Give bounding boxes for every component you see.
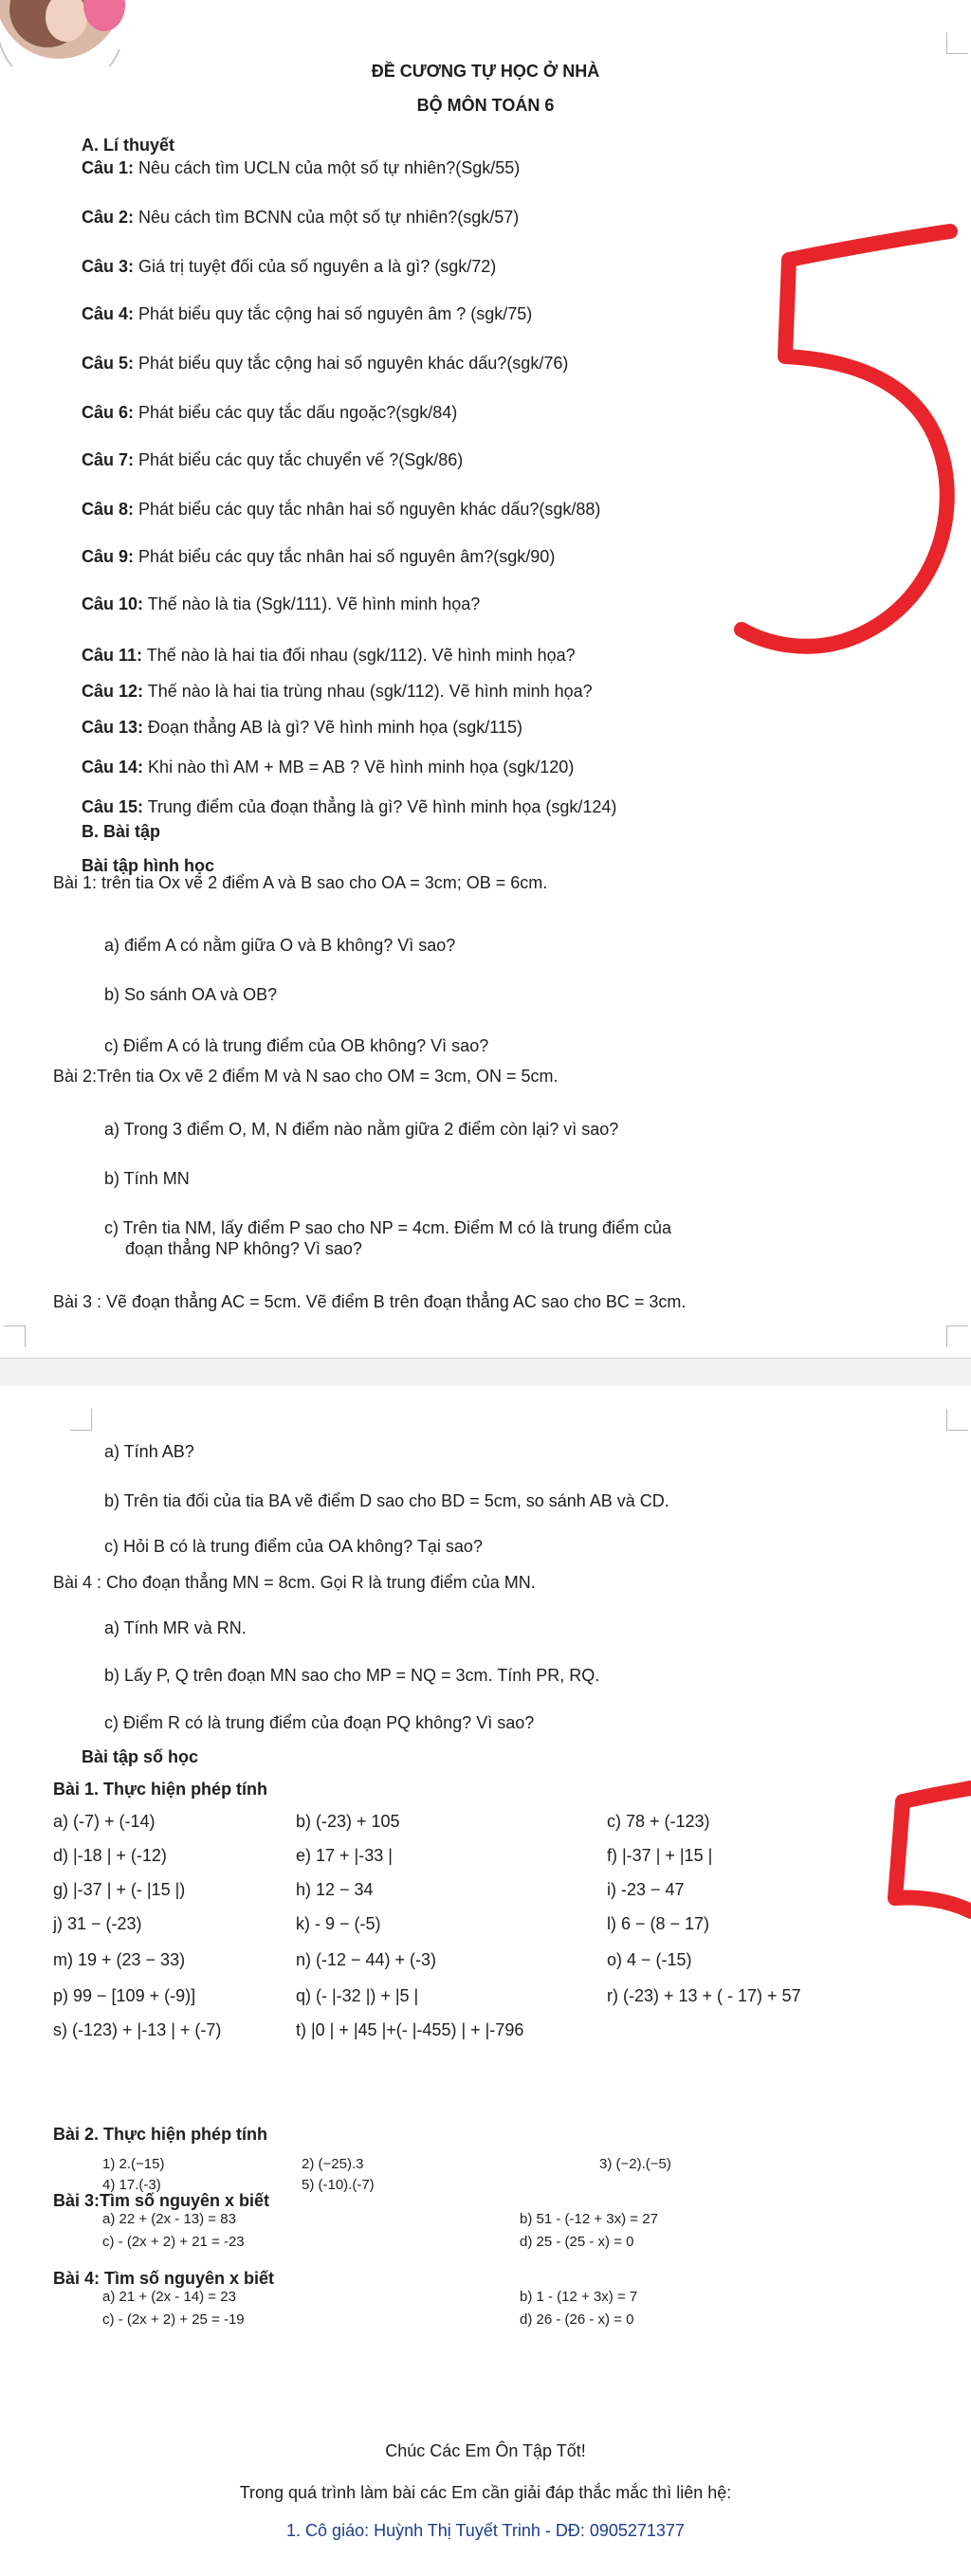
math-item: n) (-12 − 44) + (-3): [296, 1950, 437, 1969]
exercise-bai2-c-line2: đoạn thẳng NP không? Vì sao?: [125, 1239, 362, 1258]
geometry-heading: Bài tập hình học: [82, 856, 215, 875]
math-item: d) 25 - (25 - x) = 0: [520, 2234, 634, 2250]
question-text: Đoạn thẳng AB là gì? Vẽ hình minh họa (sgk/115): [148, 718, 522, 737]
question-label: Câu 1:: [82, 158, 135, 177]
question-text: Nêu cách tìm BCNN của một số tự nhiên?(sgk/57): [138, 208, 520, 227]
number-bai3-heading: Bài 3:Tìm số nguyên x biết: [53, 2191, 270, 2210]
theory-question: [82, 303, 532, 324]
question-text: Khi nào thì AM + MB = AB ? Vẽ hình minh họa (sgk/120): [148, 758, 575, 776]
math-item: o) 4 − (-15): [607, 1950, 692, 1969]
question-text: Phát biểu quy tắc cộng hai số nguyên âm ? (sgk/75): [138, 304, 533, 323]
math-item: c) 78 + (-123): [607, 1812, 710, 1831]
question-label: Câu 7:: [82, 450, 135, 469]
exercises-heading: B. Bài tập: [82, 822, 161, 841]
theory-question: [82, 402, 457, 423]
theory-question: [82, 256, 496, 277]
math-item: t) |0 | + |45 |+(- |-455) | + |-796: [296, 2020, 524, 2039]
math-item: l) 6 − (8 − 17): [607, 1914, 710, 1933]
exercise-bai3-c: c) Hỏi B có là trung điểm của OA không? Tại sao?: [104, 1537, 483, 1556]
document-page-2: [0, 1386, 971, 2576]
math-item: s) (-123) + |-13 | + (-7): [53, 2020, 222, 2039]
theory-question: [82, 353, 568, 374]
question-label: Câu 3:: [82, 257, 135, 276]
question-text: Trung điểm của đoạn thẳng là gì? Vẽ hình minh họa (sgk/124): [147, 797, 617, 816]
math-item: p) 99 − [109 + (-9)]: [53, 1986, 196, 2005]
math-item: b) 51 - (-12 + 3x) = 27: [520, 2211, 658, 2227]
theory-question: [82, 796, 616, 817]
crop-mark: [946, 32, 968, 54]
handwritten-five-mark-partial: [882, 1775, 971, 1936]
question-label: Câu 9:: [82, 547, 135, 566]
exercise-bai2-a: a) Trong 3 điểm O, M, N điểm nào nằm giữa 2 điểm còn lại? vì sao?: [104, 1120, 619, 1139]
handwritten-five-mark: [730, 218, 967, 664]
theory-question: [82, 717, 522, 738]
question-label: Câu 12:: [82, 682, 144, 701]
math-item: k) - 9 − (-5): [296, 1914, 381, 1933]
math-item: b) 1 - (12 + 3x) = 7: [520, 2289, 638, 2305]
math-item: b) (-23) + 105: [296, 1812, 400, 1831]
contact-note: Trong quá trình làm bài các Em cần giải đáp thắc mắc thì liên hệ:: [239, 2483, 732, 2502]
math-item: e) 17 + |-33 |: [296, 1846, 393, 1865]
theory-question: [82, 681, 593, 702]
math-item: 2) (−25).3: [302, 2156, 364, 2172]
exercise-bai4: Bài 4 : Cho đoạn thẳng MN = 8cm. Gọi R là trung điểm của MN.: [53, 1573, 536, 1592]
exercise-bai1: Bài 1: trên tia Ox vẽ 2 điểm A và B sao cho OA = 3cm; OB = 6cm.: [53, 873, 548, 892]
number-bai4-heading: Bài 4: Tìm số nguyên x biết: [53, 2269, 275, 2288]
math-item: c) - (2x + 2) + 25 = -19: [102, 2311, 245, 2328]
math-item: q) (- |-32 |) + |5 |: [296, 1986, 419, 2005]
question-text: Nêu cách tìm UCLN của một số tự nhiên?(Sgk/55): [138, 158, 521, 177]
avatar: [0, 0, 142, 66]
exercise-bai2-b: b) Tính MN: [104, 1169, 190, 1188]
number-bai2-heading: Bài 2. Thực hiện phép tính: [53, 2125, 268, 2144]
theory-heading: A. Lí thuyết: [82, 136, 174, 155]
math-item: h) 12 − 34: [296, 1880, 374, 1899]
question-label: Câu 6:: [82, 403, 135, 422]
theory-question: [82, 757, 574, 777]
question-text: Thế nào là tia (Sgk/111). Vẽ hình minh họa?: [147, 594, 481, 613]
document-title: ĐỀ CƯƠNG TỰ HỌC Ở NHÀ: [371, 62, 600, 81]
crop-mark: [946, 1325, 968, 1347]
theory-question: [82, 499, 600, 520]
question-text: Phát biểu các quy tắc nhân hai số nguyên khác dấu?(sgk/88): [138, 500, 601, 519]
math-item: c) - (2x + 2) + 21 = -23: [102, 2234, 245, 2250]
exercise-bai3: Bài 3 : Vẽ đoạn thẳng AC = 5cm. Vẽ điểm B trên đoạn thẳng AC sao cho BC = 3cm.: [53, 1292, 687, 1311]
exercise-bai4-a: a) Tính MR và RN.: [104, 1618, 247, 1637]
exercise-bai1-b: b) So sánh OA và OB?: [104, 985, 278, 1004]
math-item: j) 31 − (-23): [53, 1914, 142, 1933]
exercise-bai3-b: b) Trên tia đối của tia BA vẽ điểm D sao cho BD = 5cm, so sánh AB và CD.: [104, 1491, 669, 1510]
question-label: Câu 5:: [82, 354, 135, 373]
question-text: Phát biểu các quy tắc dấu ngoặc?(sgk/84): [138, 403, 458, 422]
math-item: f) |-37 | + |15 |: [607, 1846, 713, 1865]
theory-question: [82, 546, 555, 567]
exercise-bai3-a: a) Tính AB?: [104, 1442, 194, 1461]
math-item: 4) 17.(-3): [102, 2177, 161, 2193]
question-label: Câu 14:: [82, 758, 144, 776]
math-item: a) 21 + (2x - 14) = 23: [102, 2289, 236, 2305]
math-item: g) |-37 | + (- |15 |): [53, 1880, 186, 1899]
math-item: r) (-23) + 13 + ( - 17) + 57: [607, 1986, 801, 2005]
question-label: Câu 10:: [82, 594, 144, 613]
theory-question: [82, 157, 520, 178]
question-text: Thế nào là hai tia trùng nhau (sgk/112). Vẽ hình minh họa?: [147, 682, 593, 701]
question-label: Câu 13:: [82, 718, 144, 737]
math-item: d) 26 - (26 - x) = 0: [520, 2311, 634, 2328]
exercise-bai2-c-line1: c) Trên tia NM, lấy điểm P sao cho NP = 4cm. Điểm M có là trung điểm của: [104, 1218, 672, 1237]
exercise-bai4-b: b) Lấy P, Q trên đoạn MN sao cho MP = NQ = 3cm. Tính PR, RQ.: [104, 1666, 600, 1685]
math-item: m) 19 + (23 − 33): [53, 1950, 186, 1969]
question-text: Phát biểu quy tắc cộng hai số nguyên khác dấu?(sgk/76): [138, 354, 569, 373]
exercise-bai4-c: c) Điểm R có là trung điểm của đoạn PQ không? Vì sao?: [104, 1713, 535, 1732]
math-item: 5) (-10).(-7): [302, 2177, 375, 2193]
question-label: Câu 15:: [82, 797, 144, 816]
question-label: Câu 4:: [82, 304, 135, 323]
exercise-bai1-a: a) điểm A có nằm giữa O và B không? Vì sao?: [104, 936, 456, 955]
math-item: d) |-18 | + (-12): [53, 1846, 167, 1865]
crop-mark: [4, 1325, 26, 1347]
question-label: Câu 11:: [82, 646, 143, 665]
exercise-bai2: Bài 2:Trên tia Ox vẽ 2 điểm M và N sao cho OM = 3cm, ON = 5cm.: [53, 1067, 559, 1086]
crop-mark: [946, 1409, 968, 1431]
document-subtitle: BỘ MÔN TOÁN 6: [416, 96, 555, 115]
closing-wish: Chúc Các Em Ôn Tập Tốt!: [385, 2441, 586, 2460]
number-heading: Bài tập số học: [82, 1747, 199, 1766]
theory-question: [82, 207, 519, 228]
theory-question: [82, 594, 480, 614]
math-item: a) (-7) + (-14): [53, 1812, 156, 1831]
question-text: Giá trị tuyệt đối của số nguyên a là gì? (sgk/72): [138, 257, 497, 276]
page-separator: [0, 1358, 971, 1388]
teacher-contact: 1. Cô giáo: Huỳnh Thị Tuyết Trinh - DĐ: 0905271377: [286, 2521, 685, 2540]
number-bai1-heading: Bài 1. Thực hiện phép tính: [53, 1780, 268, 1799]
math-item: 1) 2.(−15): [102, 2156, 165, 2172]
question-label: Câu 2:: [82, 208, 135, 227]
math-item: 3) (−2).(−5): [599, 2156, 671, 2172]
exercise-bai1-c: c) Điểm A có là trung điểm của OB không? Vì sao?: [104, 1036, 489, 1055]
math-item: a) 22 + (2x - 13) = 83: [102, 2211, 236, 2227]
question-text: Phát biểu các quy tắc chuyển vế ?(Sgk/86): [138, 450, 464, 469]
math-item: i) -23 − 47: [607, 1880, 685, 1899]
theory-question: [82, 645, 576, 666]
question-text: Phát biểu các quy tắc nhân hai số nguyên âm?(sgk/90): [138, 547, 556, 566]
question-text: Thế nào là hai tia đối nhau (sgk/112). Vẽ hình minh họa?: [146, 646, 576, 665]
question-label: Câu 8:: [82, 500, 135, 519]
crop-mark: [70, 1409, 92, 1431]
theory-question: [82, 449, 463, 470]
